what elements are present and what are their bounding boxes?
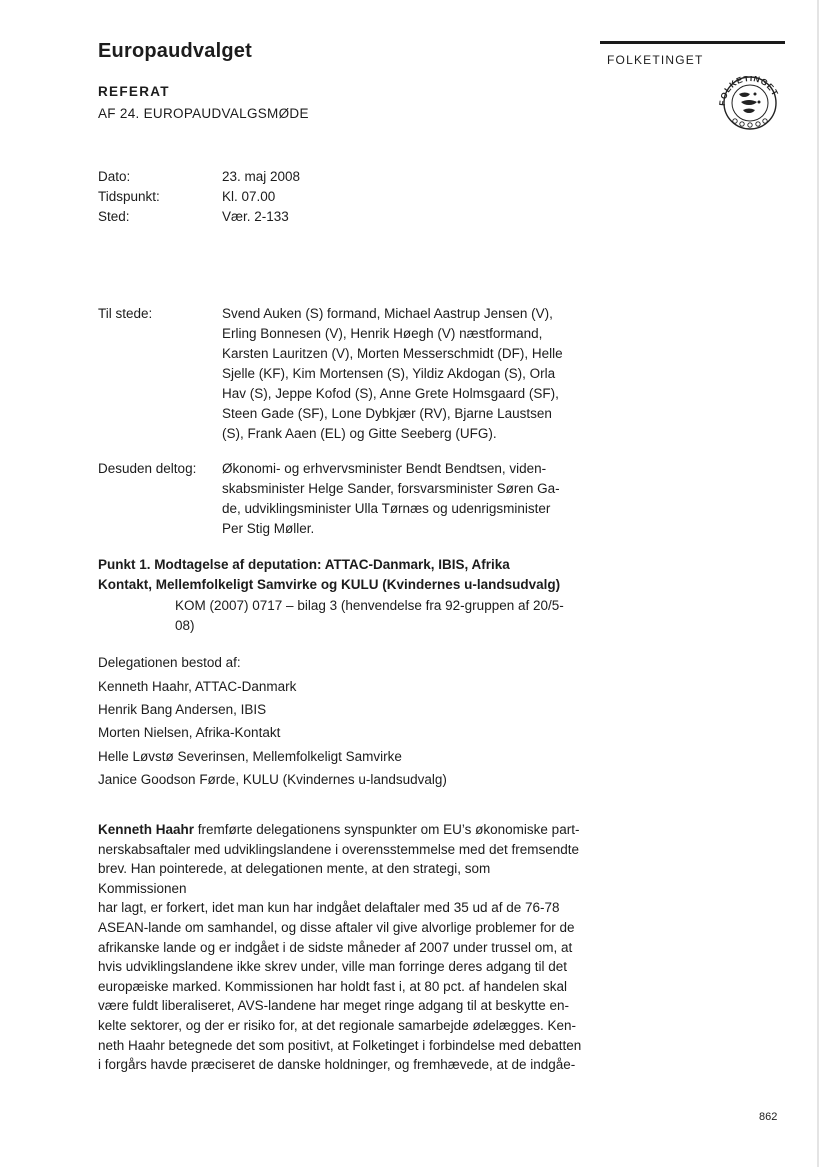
body-paragraph — [98, 820, 582, 1075]
delegation-member: Kenneth Haahr, ATTAC-Danmark — [98, 679, 297, 694]
delegation-member: Helle Løvstø Severinsen, Mellemfolkeligt Samvirke — [98, 749, 402, 764]
body-line: brev. Han pointerede, at delegationen mente, at den strategi, som Kommissionen — [98, 861, 491, 896]
delegation-member: Janice Goodson Førde, KULU (Kvindernes u-landsudvalg) — [98, 772, 447, 787]
meeting-subtitle: AF 24. EUROPAUDVALGSMØDE — [98, 106, 309, 121]
agenda-reference-line: KOM (2007) 0717 – bilag 3 (henvendelse fra 92-gruppen af 20/5- — [175, 598, 564, 613]
body-line-text: fremførte delegationens synspunkter om EU’s økonomiske part- — [194, 822, 580, 837]
header-rule — [600, 41, 785, 44]
also-present-line: de, udviklingsminister Ulla Tørnæs og udenrigsminister — [222, 501, 551, 516]
place-label: Sted: — [98, 209, 130, 224]
also-present-line: Økonomi- og erhvervsminister Bendt Bendtsen, viden- — [222, 461, 547, 476]
agenda-item-reference — [175, 596, 600, 636]
agenda-heading-line: Kontakt, Mellemfolkeligt Samvirke og KULU (Kvindernes u-landsudvalg) — [98, 577, 561, 592]
document-title: Europaudvalget — [98, 40, 252, 62]
seal-text: FOLKETINGET — [716, 76, 781, 107]
also-present-list — [222, 459, 592, 539]
agenda-reference-line: 08) — [175, 618, 195, 633]
organization-name: FOLKETINGET — [607, 53, 704, 67]
date-value: 23. maj 2008 — [222, 169, 301, 184]
place-value: Vær. 2-133 — [222, 209, 289, 224]
time-label: Tidspunkt: — [98, 189, 160, 204]
page-number: 862 — [759, 1111, 778, 1123]
body-line: afrikanske lande og er indgået i de sidste måneder af 2007 under trussel om, at — [98, 939, 573, 955]
delegation-member: Henrik Bang Andersen, IBIS — [98, 702, 267, 717]
document-type: REFERAT — [98, 84, 170, 99]
date-label: Dato: — [98, 169, 131, 184]
time-value: Kl. 07.00 — [222, 189, 276, 204]
present-line: (S), Frank Aaen (EL) og Gitte Seeberg (UFG). — [222, 426, 497, 441]
delegation-intro: Delegationen bestod af: — [98, 655, 241, 670]
present-label: Til stede: — [98, 306, 153, 321]
present-line: Karsten Lauritzen (V), Morten Messerschmidt (DF), Helle — [222, 346, 563, 361]
present-line: Erling Bonnesen (V), Henrik Høegh (V) næstformand, — [222, 326, 543, 341]
body-line: kelte sektorer, og der er risiko for, at det regionale samarbejde ødelægges. Ken- — [98, 1017, 577, 1033]
body-line: hvis udviklingslandene ikke skrev under, ville man forringe deres adgang til det — [98, 959, 568, 975]
body-line: i forgårs havde præciseret de danske holdninger, og fremhævede, at de indgåe- — [98, 1057, 576, 1073]
body-line: neth Haahr betegnede det som positivt, at Folketinget i forbindelse med debatten — [98, 1037, 582, 1053]
agenda-item-heading — [98, 555, 598, 595]
present-line: Svend Auken (S) formand, Michael Aastrup Jensen (V), — [222, 306, 553, 321]
present-list — [222, 304, 592, 444]
body-line — [98, 820, 582, 840]
agenda-heading-line: Punkt 1. Modtagelse af deputation: ATTAC-Danmark, IBIS, Afrika — [98, 557, 510, 572]
speaker-name: Kenneth Haahr — [98, 822, 195, 837]
body-line: europæiske marked. Kommissionen har holdt fast i, at 80 pct. af handelen skal — [98, 978, 567, 994]
body-line: være fuldt liberaliseret, AVS-landene har meget ringe adgang til at beskytte en- — [98, 998, 570, 1014]
body-line: nerskabsaftaler med udviklingslandene i overensstemmelse med det fremsendte — [98, 841, 579, 857]
delegation-member: Morten Nielsen, Afrika-Kontakt — [98, 725, 281, 740]
present-line: Sjelle (KF), Kim Mortensen (S), Yildiz Akdogan (S), Orla — [222, 366, 556, 381]
present-line: Steen Gade (SF), Lone Dybkjær (RV), Bjarne Laustsen — [222, 406, 552, 421]
scan-edge — [817, 0, 819, 1167]
also-present-line: Per Stig Møller. — [222, 521, 315, 536]
also-present-line: skabsminister Helge Sander, forsvarsminister Søren Ga- — [222, 481, 560, 496]
body-line: har lagt, er forkert, idet man kun har indgået delaftaler med 35 ud af de 76-78 — [98, 900, 560, 916]
body-line: ASEAN-lande om samhandel, og disse aftaler vil give alvorlige problemer for de — [98, 919, 575, 935]
also-present-label: Desuden deltog: — [98, 461, 197, 476]
folketinget-seal-icon — [715, 76, 785, 130]
present-line: Hav (S), Jeppe Kofod (S), Anne Grete Holmsgaard (SF), — [222, 386, 559, 401]
